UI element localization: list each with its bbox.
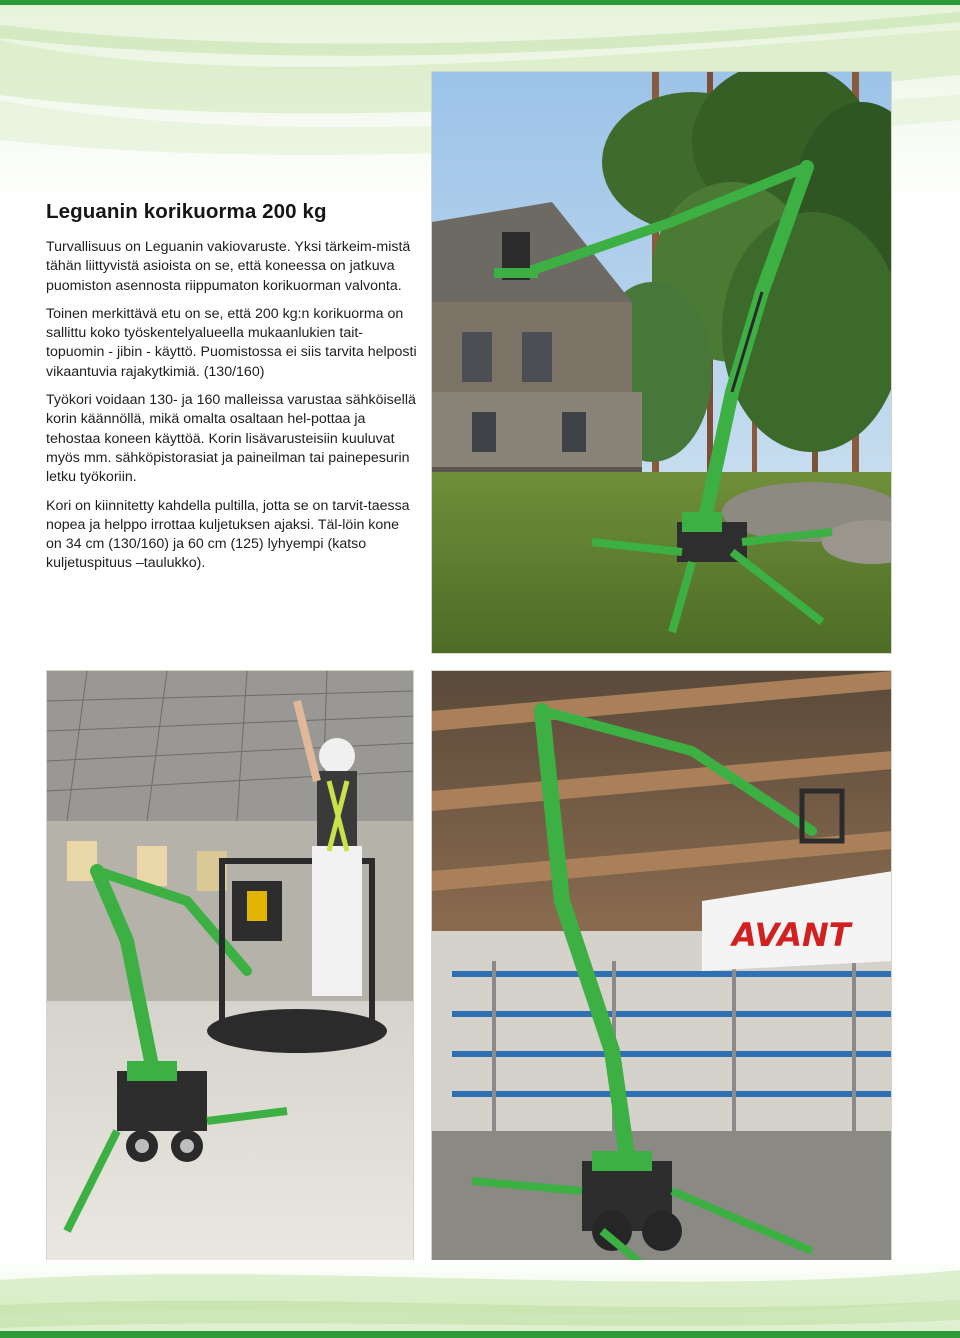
photo-forest-lift — [431, 71, 892, 654]
article-paragraph: Turvallisuus on Leguanin vakiovaruste. Yksi tärkeim-mistä tähän liittyvistä asioista on se, että koneessa on jatkuva puomiston asennosta riippumaton korikuorman valvonta. — [46, 239, 411, 294]
photo-indoor-lift — [46, 670, 414, 1283]
article-title: Leguanin korikuorma 200 kg — [46, 200, 327, 223]
article — [46, 200, 418, 583]
footer-band — [0, 1260, 960, 1338]
avant-sign: AVANT — [732, 916, 851, 954]
article-paragraph: Toinen merkittävä etu on se, että 200 kg:n korikuorma on sallittu koko työskentelyalueella mukaanlukien tait-topuomin - jibin - käyttö. Puomistossa ei siis tarvita helposti vikaantuvia rajakytkimiä. (130/160) — [46, 305, 417, 380]
article-paragraph: Kori on kiinnitetty kahdella pultilla, jotta se on tarvit-taessa nopea ja helppo irrottaa kuljetuksen ajaksi. Täl-löin kone on 34 cm (130/160) ja 60 cm (125) lyhyempi (katso kuljetuspituus –taulukko). — [46, 497, 410, 572]
photo-hall-lift — [431, 670, 892, 1283]
footer-swoosh — [0, 1260, 960, 1338]
article-paragraph: Työkori voidaan 130- ja 160 malleissa varustaa sähköisellä korin käännöllä, mikä omalta osaltaan hel-pottaa ja tehostaa koneen käyttöä. Korin lisävarusteisiin kuuluvat myös mm. sähköpistorasiat ja paineilman tai painepesurin letku työkoriin. — [46, 392, 416, 486]
